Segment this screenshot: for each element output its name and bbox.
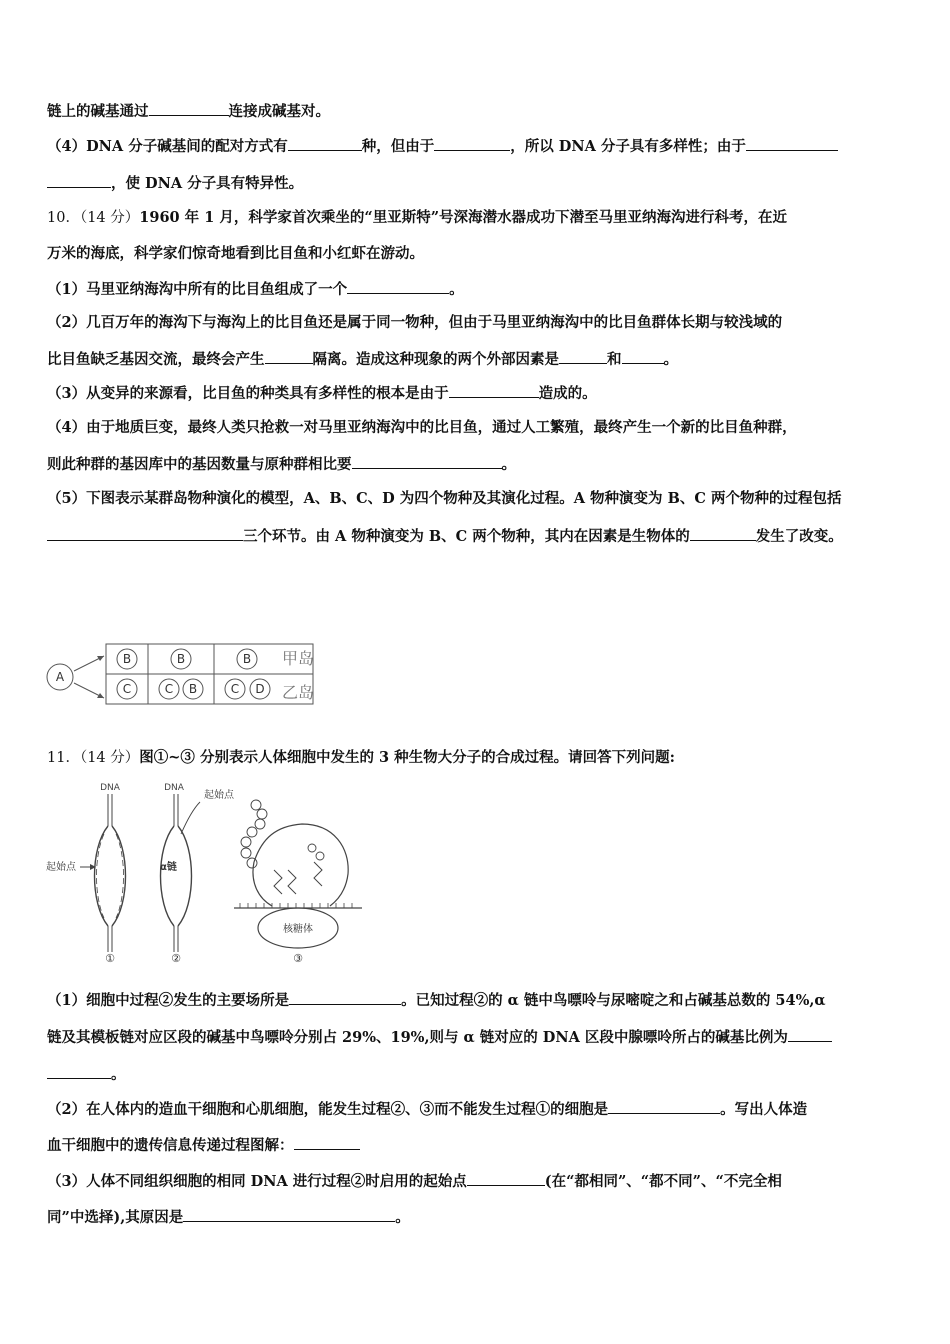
rna-strand	[181, 802, 200, 834]
text: （1）细胞中过程②发生的主要场所是	[47, 992, 290, 1009]
text: 。	[663, 351, 678, 368]
island-speciation-diagram	[44, 636, 344, 712]
q10-part1	[47, 279, 464, 300]
text: 。已知过程②的 α 链中鸟嘌呤与尿嘧啶之和占碱基总数的 54%,α	[401, 992, 826, 1009]
text: 和	[607, 351, 622, 368]
dna-label: DNA	[164, 783, 184, 793]
q10-part5-line1	[47, 489, 841, 509]
answer-blank[interactable]	[265, 349, 313, 364]
text: 隔离。造成这种现象的两个外部因素是	[312, 351, 559, 368]
dna-label: DNA	[100, 783, 120, 793]
text: 种，但由于	[361, 138, 435, 155]
replication-bubble-left	[95, 826, 109, 926]
text: 。	[449, 281, 464, 298]
ribosome-large-subunit	[254, 824, 348, 906]
trna	[314, 862, 322, 886]
origin-label: 起始点	[204, 790, 234, 801]
text: 图①~③ 分别表示人体细胞中发生的 3 种生物大分子的合成过程。请回答下列问题:	[139, 749, 675, 766]
answer-blank[interactable]	[347, 279, 449, 294]
transcription-bubble-right	[178, 826, 192, 926]
text: 。	[501, 456, 516, 473]
text: （3）从变异的来源看，比目鱼的种类具有多样性的根本是由于	[47, 385, 449, 402]
text: （2）在人体内的造血干细胞和心肌细胞，能发生过程②、③而不能发生过程①的细胞是	[47, 1101, 609, 1118]
text: 血干细胞中的遗传信息传递过程图解：	[47, 1137, 294, 1154]
amino-acid	[251, 800, 261, 810]
species-label: B	[242, 652, 252, 666]
answer-blank[interactable]	[294, 1135, 360, 1150]
answer-blank[interactable]	[746, 136, 838, 151]
answer-blank[interactable]	[559, 349, 607, 364]
figure-number: ①	[105, 952, 115, 964]
species-label: B	[122, 652, 132, 666]
text: 1960 年 1 月，科学家首次乘坐的“里亚斯特”号深海潜水器成功下潜至马里亚纳海沟进行科考，在近	[139, 209, 788, 226]
q11-part1-line1	[47, 990, 826, 1011]
q9-part4-line1	[47, 136, 838, 157]
q11-part3-line2	[47, 1207, 410, 1228]
text: （3）人体不同组织细胞的相同 DNA 进行过程②时启用的起始点	[47, 1173, 467, 1190]
text: （4）由于地质巨变，最终人类只抢救一对马里亚纳海沟中的比目鱼，通过人工繁殖，最终产生一个新的比目鱼种群，	[47, 419, 797, 436]
island-label: 乙岛	[282, 683, 315, 702]
q11-part2-line2	[47, 1135, 360, 1156]
species-label: D	[255, 682, 265, 696]
text: 比目鱼缺乏基因交流，最终会产生	[47, 351, 265, 368]
answer-blank[interactable]	[467, 1171, 545, 1186]
macromolecule-synthesis-figure	[44, 778, 364, 964]
text: 链及其模板链对应区段的碱基中鸟嘌呤分别占 29%、19%,则与 α 链对应的 DNA 区段中腺嘌呤所占的碱基比例为	[47, 1029, 788, 1046]
alpha-chain-label: α链	[160, 862, 177, 873]
codon-ticks	[240, 903, 352, 908]
question-number: 10．（14 分）	[47, 210, 140, 226]
answer-blank[interactable]	[434, 136, 510, 151]
amino-acid	[241, 848, 251, 858]
ribosome-outline	[253, 862, 272, 906]
species-label: B	[176, 652, 186, 666]
text: 万米的海底，科学家们惊奇地看到比目鱼和小红虾在游动。	[47, 245, 424, 262]
answer-blank[interactable]	[289, 990, 401, 1005]
transcription-bubble-left	[161, 826, 175, 926]
q10-part4-line1	[47, 418, 797, 438]
answer-blank[interactable]	[183, 1207, 395, 1222]
question-number: 11．（14 分）	[47, 750, 140, 766]
q11-stem	[47, 748, 675, 768]
answer-blank[interactable]	[788, 1027, 832, 1042]
answer-blank[interactable]	[47, 526, 243, 541]
species-label: C	[122, 682, 132, 696]
species-label: C	[230, 682, 240, 696]
answer-blank[interactable]	[352, 454, 502, 469]
trna	[288, 870, 296, 894]
figure-number: ③	[293, 952, 303, 964]
island-label: 甲岛	[282, 649, 315, 668]
q10-stem-line1	[47, 208, 787, 228]
amino-acid	[241, 837, 251, 847]
amino-acid	[255, 819, 265, 829]
q10-part5-line2	[47, 526, 843, 547]
text: 。	[395, 1209, 410, 1226]
text: （5）下图表示某群岛物种演化的模型，A、B、C、D 为四个物种及其演化过程。A 物种演变为 B、C 两个物种的过程包括	[47, 490, 842, 507]
answer-blank[interactable]	[288, 136, 362, 151]
text: ，使 DNA 分子具有特异性。	[111, 175, 304, 192]
figure-number: ②	[171, 952, 181, 964]
text: （2）几百万年的海沟下与海沟上的比目鱼还是属于同一物种，但由于马里亚纳海沟中的比目鱼群体长期与较浅域的	[47, 314, 783, 331]
amino-acid	[257, 809, 267, 819]
text: (在“都相同”、“都不同”、“不完全相	[544, 1173, 782, 1190]
amino-acid	[247, 827, 257, 837]
ribosome-label: 核糖体	[283, 924, 313, 935]
text: （4）DNA 分子碱基间的配对方式有	[47, 138, 288, 155]
text: 链上的碱基通过	[47, 103, 149, 120]
answer-blank[interactable]	[690, 526, 756, 541]
text: 。写出人体造	[720, 1101, 808, 1118]
q9-line-base-pairing	[47, 101, 330, 122]
q11-part1-line3	[47, 1064, 126, 1085]
answer-blank[interactable]	[47, 1064, 111, 1079]
text: 发生了改变。	[755, 528, 843, 545]
amino-acid	[316, 852, 324, 860]
answer-blank[interactable]	[47, 173, 111, 188]
q10-part2-line2	[47, 349, 678, 370]
q10-stem-line2	[47, 244, 424, 264]
answer-blank[interactable]	[622, 349, 664, 364]
trna	[274, 870, 282, 894]
species-label: A	[55, 670, 65, 684]
q11-part2-line1	[47, 1099, 807, 1120]
species-label: C	[164, 682, 174, 696]
q10-part3	[47, 383, 597, 404]
answer-blank[interactable]	[449, 383, 539, 398]
q11-part3-line1	[47, 1171, 782, 1192]
text: （1）马里亚纳海沟中所有的比目鱼组成了一个	[47, 281, 348, 298]
origin-label: 起始点	[46, 862, 76, 873]
text: 同”中选择),其原因是	[47, 1209, 184, 1226]
q10-part4-line2	[47, 454, 516, 475]
text: 。	[111, 1066, 126, 1083]
text: 三个环节。由 A 物种演变为 B、C 两个物种，其内在因素是生物体的	[243, 528, 690, 545]
text: 造成的。	[538, 385, 597, 402]
replication-bubble-right	[112, 826, 126, 926]
q11-part1-line2	[47, 1027, 832, 1048]
q9-part4-line2	[47, 173, 303, 194]
species-label: B	[188, 682, 198, 696]
answer-blank[interactable]	[608, 1099, 720, 1114]
q10-part2-line1	[47, 313, 782, 333]
text: 连接成碱基对。	[228, 103, 330, 120]
text: 则此种群的基因库中的基因数量与原种群相比要	[47, 456, 352, 473]
amino-acid	[308, 844, 316, 852]
text: ，所以 DNA 分子具有多样性；由于	[510, 138, 746, 155]
answer-blank[interactable]	[149, 101, 229, 116]
